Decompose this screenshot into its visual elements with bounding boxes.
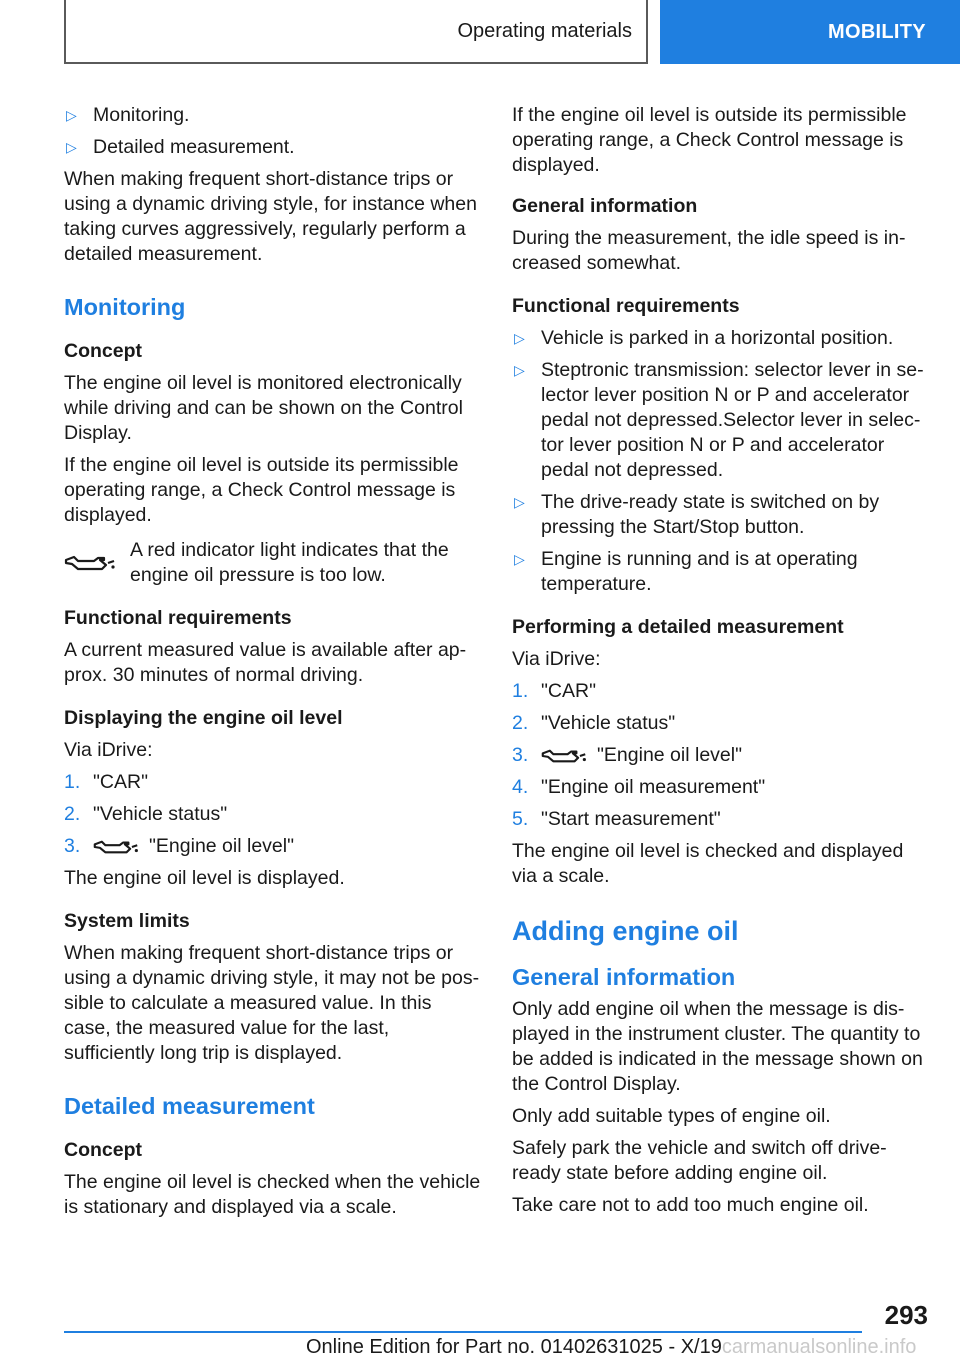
measurement-steps-list <box>512 679 930 832</box>
triangle-right-icon: ▷ <box>514 551 525 567</box>
list-item: ▷ Detailed measurement. <box>66 136 295 158</box>
functional-requirements-list <box>512 326 930 597</box>
system-limits-heading: System limits <box>64 910 190 932</box>
list-item: ▷ Monitoring. <box>66 104 190 126</box>
system-limits-text: When making frequent short-distance trips or using a dynamic driving style, it may not be possible to calculate a measured value. In this case, the measured value for the last, sufficiently long trip is displayed. <box>64 942 480 1064</box>
list-item: ▷ Steptronic transmission: selector lever in selector lever position N or P and accelerator pedal not depressed.Selector lever in selector lever position N or P and accelerator pedal not depressed. <box>514 359 924 481</box>
footer-divider <box>64 1331 862 1333</box>
oil-can-icon <box>541 746 587 766</box>
page-number: 293 <box>884 1300 928 1330</box>
left-column <box>64 103 482 1227</box>
intro-paragraph: When making frequent short-distance trips or using a dynamic driving style, for instance when taking curves aggressively, regularly perform a detailed measurement. <box>64 168 477 265</box>
perform-measurement-heading: Performing a detailed measurement <box>512 616 844 638</box>
watermark: carmanualsonline.info <box>721 1336 917 1358</box>
list-item: 2. "Vehicle status" <box>64 803 228 825</box>
displayed-text: The engine oil level is displayed. <box>64 867 345 889</box>
detailed-concept-text: The engine oil level is checked when the vehicle is stationary and displayed via a scale. <box>64 1171 481 1218</box>
oil-can-icon <box>64 552 130 574</box>
footer-edition: Online Edition for Part no. 01402631025 - X/19carmanualsonline.info <box>306 1336 917 1358</box>
list-item: 5. "Start measurement" <box>512 808 721 830</box>
triangle-right-icon: ▷ <box>66 139 77 155</box>
adding-paragraph-4: Take care not to add too much engine oil. <box>512 1194 869 1216</box>
general-information-text: During the measurement, the idle speed is increased somewhat. <box>512 227 906 274</box>
concept-heading: Concept <box>64 340 142 362</box>
list-item: ▷ The drive-ready state is switched on by pressing the Start/Stop button. <box>514 491 880 538</box>
adding-paragraph-1: Only add engine oil when the message is displayed in the instrument cluster. The quantity to be added is indicated in the message shown on the Control Display. <box>512 998 923 1095</box>
adding-paragraph-2: Only add suitable types of engine oil. <box>512 1105 831 1127</box>
list-item: 4. "Engine oil measurement" <box>512 776 766 798</box>
adding-general-information-heading: General information <box>512 964 736 990</box>
list-item: ▷ Vehicle is parked in a horizontal position. <box>514 327 894 349</box>
chapter-tab[interactable] <box>660 0 960 64</box>
display-steps-list <box>64 770 482 859</box>
functional-requirements-heading: Functional requirements <box>64 607 292 629</box>
triangle-right-icon: ▷ <box>514 494 525 510</box>
list-item: 2. "Vehicle status" <box>512 712 676 734</box>
measurement-types-list <box>64 103 482 160</box>
right-column <box>512 103 930 1225</box>
adding-paragraph-3: Safely park the vehicle and switch off drive-ready state before adding engine oil. <box>512 1137 887 1184</box>
functional-requirements-heading: Functional requirements <box>512 295 740 317</box>
detailed-measurement-heading: Detailed measurement <box>64 1093 315 1119</box>
oil-pressure-warning <box>64 538 482 588</box>
detailed-concept-heading: Concept <box>64 1139 142 1161</box>
list-item: 1. "CAR" <box>512 680 597 702</box>
triangle-right-icon: ▷ <box>514 362 525 378</box>
concept-paragraph-2: If the engine oil level is outside its permissible operating range, a Check Control message is displayed. <box>64 454 459 526</box>
list-item: 3. "Engine oil level" <box>512 744 743 766</box>
adding-engine-oil-heading: Adding engine oil <box>512 916 739 946</box>
functional-requirements-text: A current measured value is available after approx. 30 minutes of normal driving. <box>64 639 467 686</box>
list-item: 3. "Engine oil level" <box>64 835 295 857</box>
check-control-paragraph: If the engine oil level is outside its permissible operating range, a Check Control message is displayed. <box>512 104 907 176</box>
section-header <box>64 0 648 64</box>
list-item: 1. "CAR" <box>64 771 149 793</box>
monitoring-heading: Monitoring <box>64 294 186 320</box>
concept-paragraph-1: The engine oil level is monitored electronically while driving and can be shown on the Control Display. <box>64 372 463 444</box>
scale-text: The engine oil level is checked and displayed via a scale. <box>512 840 904 887</box>
general-information-heading: General information <box>512 195 698 217</box>
via-idrive: Via iDrive: <box>64 739 153 761</box>
chapter-title: MOBILITY <box>828 20 926 43</box>
warning-text: A red indicator light indicates that the engine oil pressure is too low. <box>130 539 449 586</box>
display-oil-level-heading: Displaying the engine oil level <box>64 707 343 729</box>
triangle-right-icon: ▷ <box>514 330 525 346</box>
triangle-right-icon: ▷ <box>66 107 77 123</box>
list-item: ▷ Engine is running and is at operating temperature. <box>514 548 858 595</box>
oil-can-icon <box>93 837 139 857</box>
via-idrive: Via iDrive: <box>512 648 601 670</box>
section-title: Operating materials <box>457 19 632 42</box>
